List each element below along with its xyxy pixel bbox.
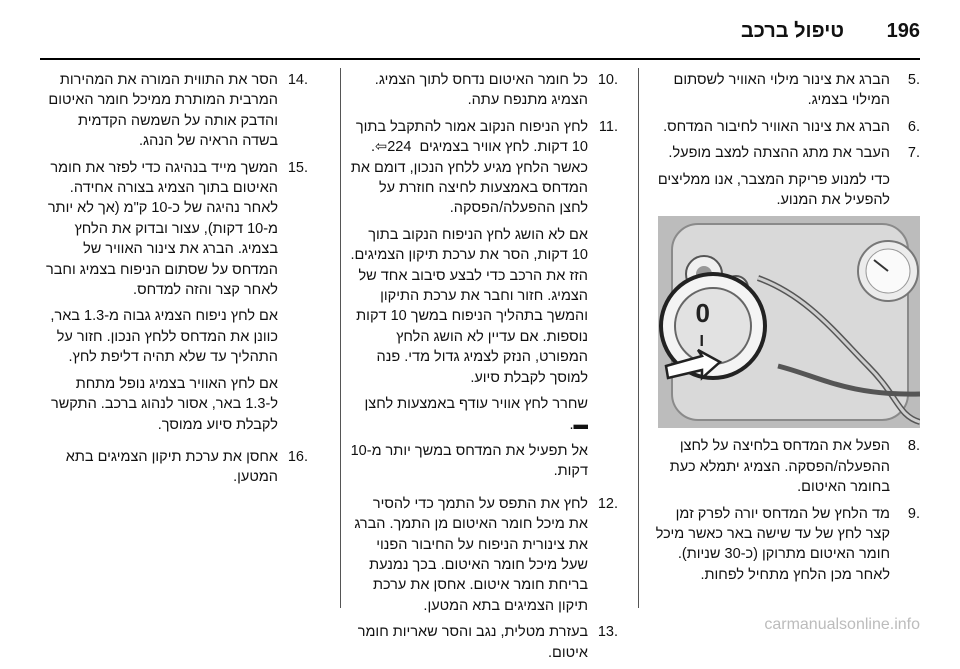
header-rule (40, 58, 920, 60)
off-symbol: 0 (695, 298, 710, 329)
on-symbol: I (699, 333, 704, 351)
watermark: carmanualsonline.info (764, 616, 920, 633)
item-number: .13 (597, 624, 618, 641)
item-body (40, 158, 278, 441)
list-item (652, 70, 920, 111)
item-number: .8 (907, 438, 920, 455)
item-paragraph: אל תפעיל את המדחס במשך יותר מ-10 דקות. (350, 442, 588, 480)
list-item (652, 143, 920, 163)
compressor-illustration (658, 216, 920, 428)
item-text: בעזרת מטלית, נגב והסר שאריות חומר איטום. (357, 624, 588, 661)
item-paragraph: אם לא הושג לחץ הניפוח הנקוב בתוך 10 דקות, הסר את ערכת תיקון הצמיגים. הזז את הרכב כדי לבצע סיבוב אחד של הצמיג. חזור וחבר את ערכת התיקון והמשך בתהליך הניפוח במשך 10 דקות נוספות. אם עדיין לא הושג הלחץ המפורט, הנזק לצמיג גדול מדי. פנה למוסך לקבלת סיוע. (350, 226, 588, 386)
item-paragraph: שחרר לחץ אוויר עודף באמצעות לחצן ‎▬. (364, 396, 588, 433)
item-number: .12 (597, 495, 618, 512)
list-item (350, 70, 618, 111)
item-note: כדי למנוע פריקת המצבר, אנו ממליצים להפעיל את המנוע. (657, 171, 890, 209)
item-number: .15 (287, 159, 308, 176)
page-title: טיפול ברכב (740, 20, 844, 42)
list-item (350, 117, 618, 488)
compressor-drawing (658, 216, 920, 428)
item-text: הברג את צינור האוויר לחיבור המדחס. (663, 118, 890, 135)
right-column (652, 70, 920, 591)
item-text: הברג את צינור מילוי האוויר לשסתום המילוי בצמיג. (673, 72, 890, 109)
page-number: 196 (886, 20, 920, 42)
item-text: כל חומר האיטום נדחס לתוך הצמיג. הצמיג מתנפח עתה. (374, 72, 588, 109)
item-number: .16 (287, 448, 308, 465)
item-number: .9 (907, 505, 920, 522)
list-item (350, 622, 618, 663)
page-header (0, 0, 960, 62)
column-divider-left (340, 68, 341, 608)
item-number: .5 (907, 72, 920, 88)
list-item (40, 447, 308, 488)
list-item (652, 436, 920, 497)
item-paragraph: לחץ הניפוח הנקוב אמור להתקבל בתוך 10 דקות. לחץ אוויר בצמיגים ‎224 ‎⇦. כאשר הלחץ מגיע ללחץ הנכון, דומם את המדחס באמצעות לחיצה חוזרת על לחצן ההפעלה/הפסקה. (350, 118, 588, 217)
list-item (350, 494, 618, 616)
item-text: העבר את מתג ההצתה למצב מופעל. (668, 145, 890, 162)
middle-column (350, 70, 618, 669)
item-number: .14 (287, 72, 308, 88)
item-text: הסר את התווית המורה את המהירות המרבית המותרת ממיכל חומר האיטום והדבק אותה על השמשה הקדמית בשדה הראיה של הנהג. (48, 72, 278, 150)
item-number: .6 (907, 118, 920, 135)
list-item (652, 504, 920, 586)
item-paragraph: אם לחץ ניפוח הצמיג גבוה מ-1.3 באר, כוונן את המדחס ללחץ הנכון. חזור על התהליך עד שלא תהיה דליפת לחץ. (50, 308, 278, 366)
item-number: .10 (597, 72, 618, 88)
list-item (652, 117, 920, 137)
list-item (40, 70, 308, 152)
item-text: מד הלחץ של המדחס יורה לפרק זמן קצר לחץ של עד שישה באר כאשר מיכל חומר האיטום מתרוקן (כ-30 שניות). לאחר מכן הלחץ מתחיל לפחות. (655, 505, 890, 583)
item-number: .7 (907, 145, 920, 162)
list-item (40, 158, 308, 441)
item-paragraph: המשך מייד בנהיגה כדי לפזר את חומר האיטום בתוך הצמיג בצורה אחידה. לאחר נהיגה של כ-10 ק"מ (אך לא יותר מ-10 דקות), עצור ובדוק את הלחץ בצמיג. הברג את צינור האוויר של המדחס על שסתום הניפוח בצמיג וחבר לאחר קצר והזה למדחס. (46, 159, 278, 299)
left-column (40, 70, 308, 494)
item-text: לחץ את התפס על התמך כדי להסיר את מיכל חומר האיטום מן התמך. הברג את צינורית הניפוח על החיבור הפנוי שעל מיכל חומר האיטום. בכך נמנעת בריחת חומר איטום. אחסן את ערכת תיקון הצמיגים בתא המטען. (354, 495, 588, 614)
column-divider-right (638, 68, 639, 608)
item-text: הפעל את המדחס בלחיצה על לחצן ההפעלה/הפסקה. הצמיג יתמלא כעת בחומר האיטום. (669, 438, 890, 496)
item-body (350, 117, 588, 488)
item-text: אחסן את ערכת תיקון הצמיגים בתא המטען. (65, 448, 278, 486)
item-number: .11 (598, 118, 618, 135)
item-paragraph: אם לחץ האוויר בצמיג נופל מתחת ל-1.3 באר, אסור לנהוג ברכב. התקשר לקבלת סיוע ממוסך. (50, 375, 278, 433)
